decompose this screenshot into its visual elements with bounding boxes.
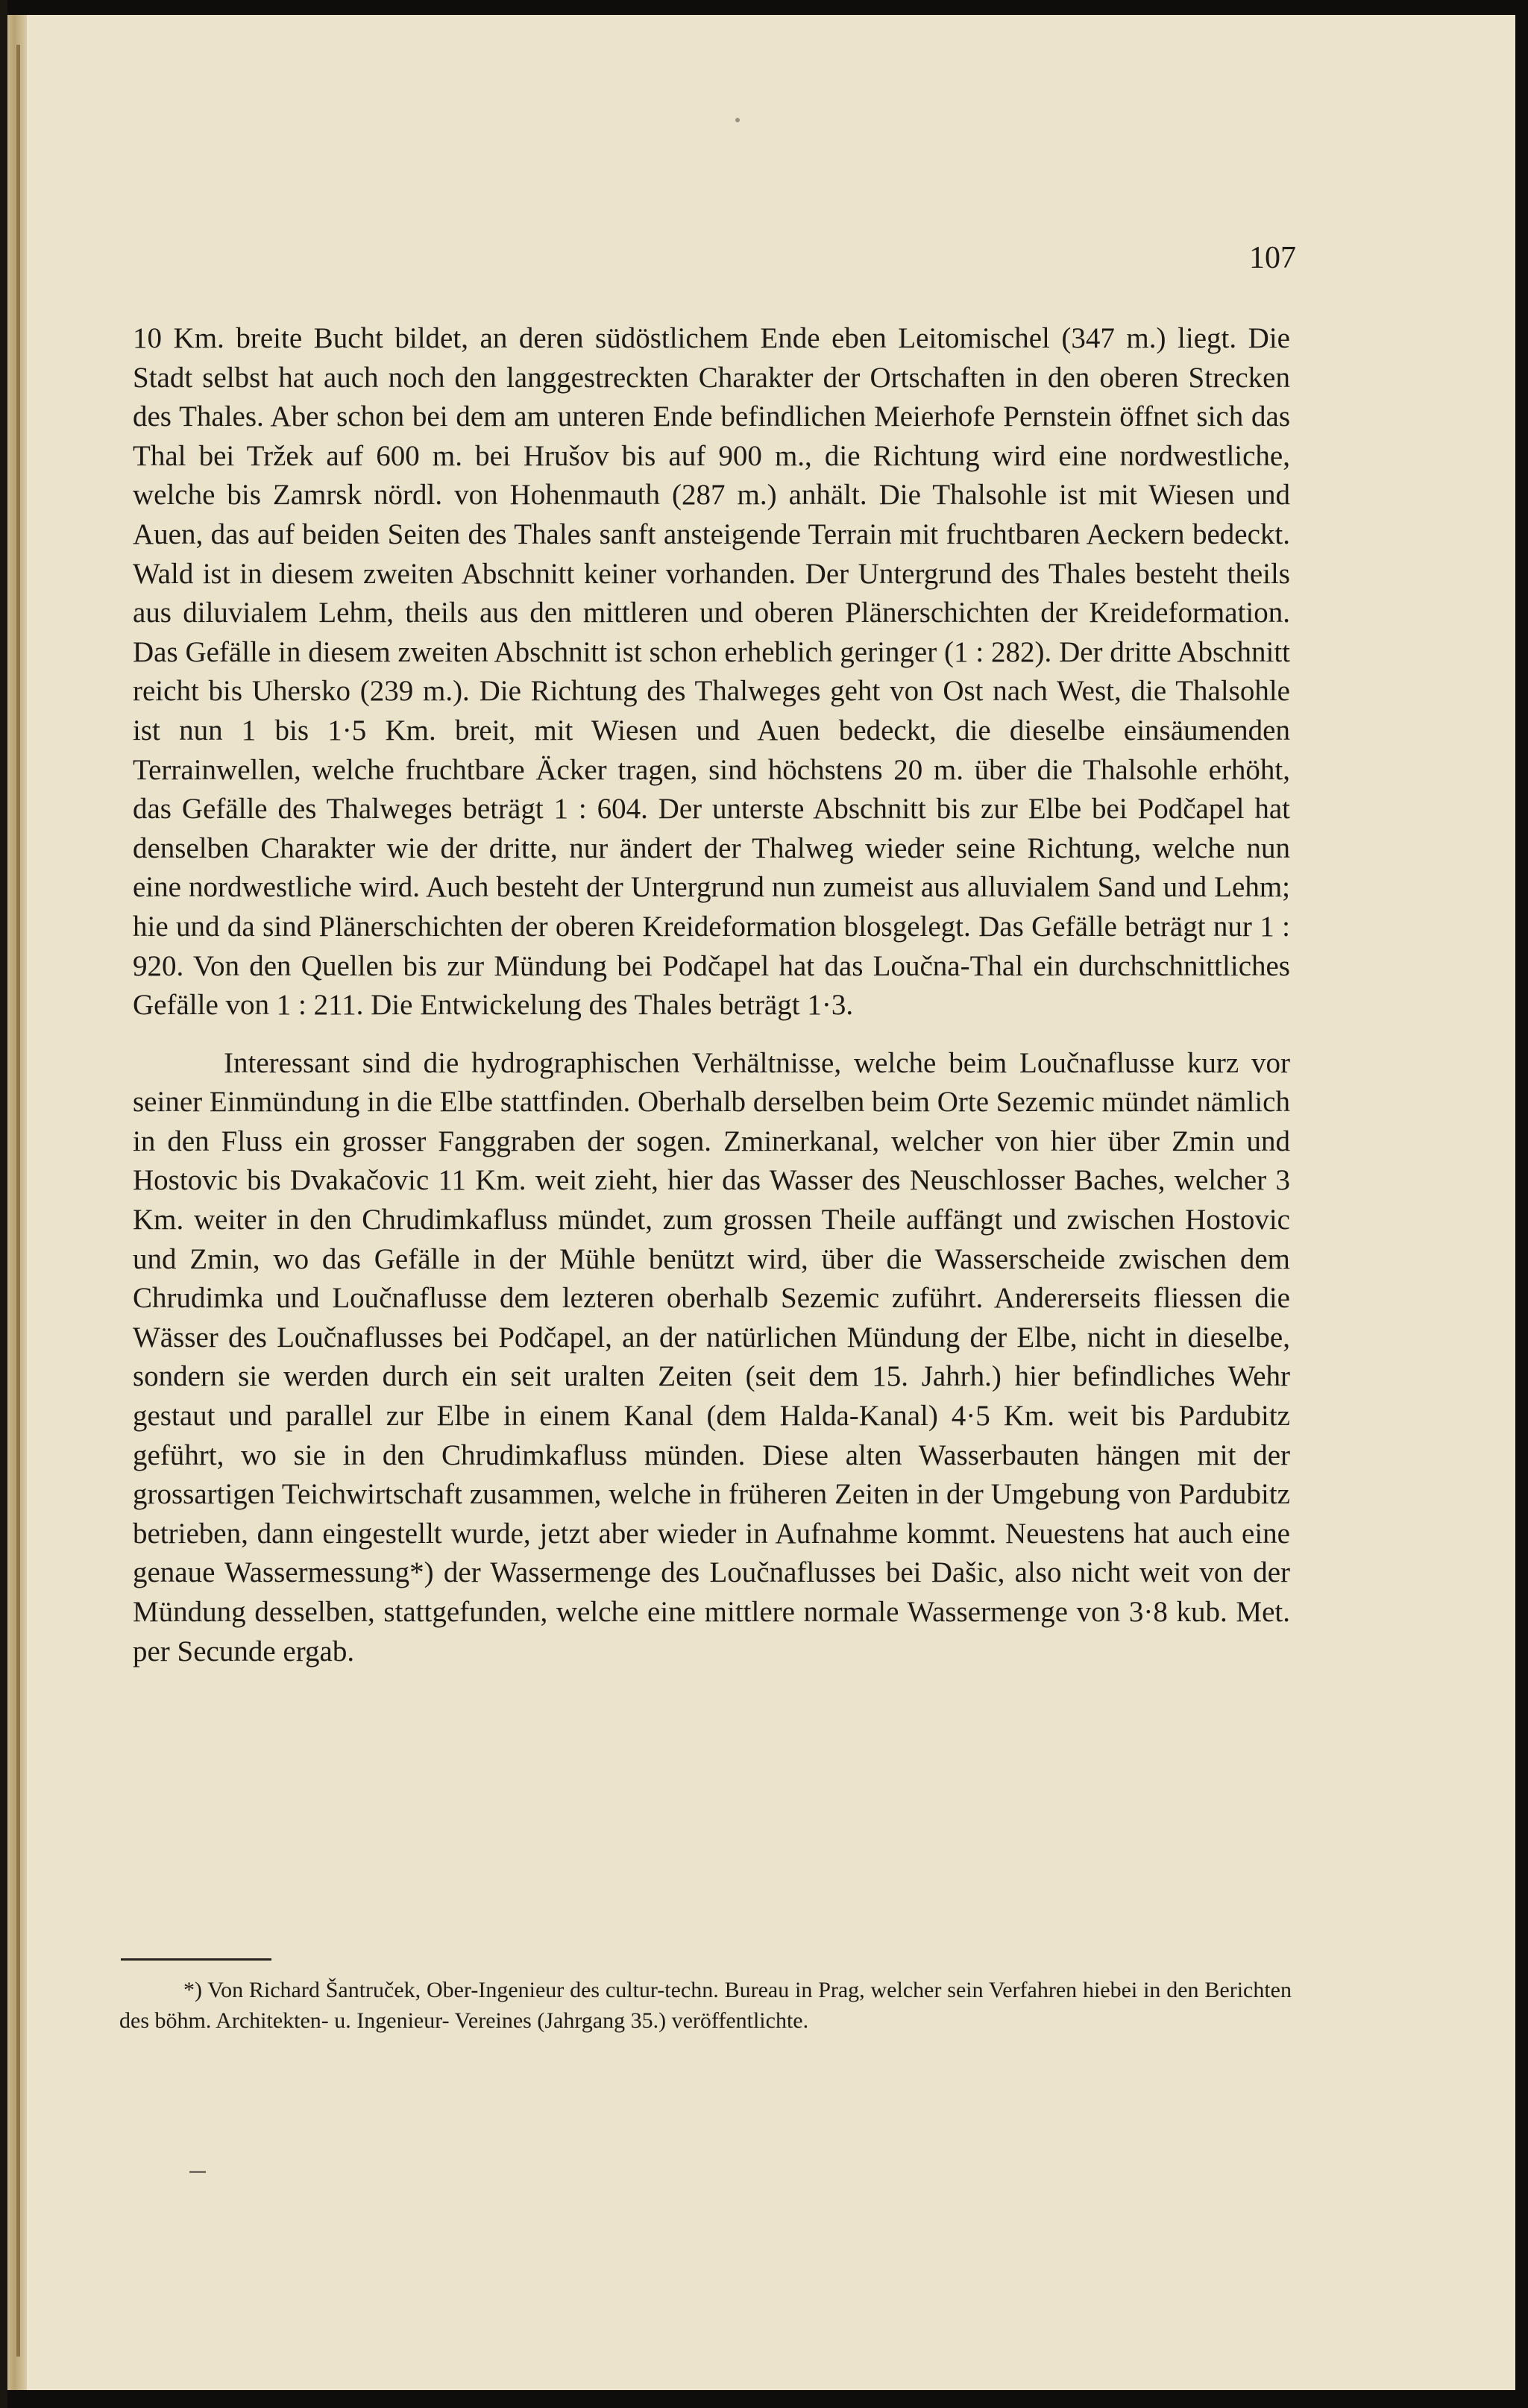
paragraph: Interessant sind die hydrographischen Verhältnisse, welche beim Loučnaflusse kurz vor seiner Einmündung in die Elbe stattfinden. Oberhalb derselben beim Orte Sezemic mündet nämlich in den Fluss ein grosser Fanggraben der sogen. Zminerkanal, welcher von hier über Zmin und Hostovic bis Dvakačovic 11 Km. weit zieht, hier das Wasser des Neuschlosser Baches, welcher 3 Km. weiter in den Chrudimkafluss mündet, zum grossen Theile auffängt und zwischen Hostovic und Zmin, wo das Gefälle in der Mühle benützt wird, über die Wasserscheide zwischen dem Chrudimka und Loučnaflusse dem lezteren oberhalb Sezemic zuführt. Andererseits fliessen die Wässer des Loučnaflusses bei Podčapel, an der natürlichen Mündung der Elbe, nicht in dieselbe, sondern sie werden durch ein seit uralten Zeiten (seit dem 15. Jahrh.) hier befindliches Wehr gestaut und parallel zur Elbe in einem Kanal (dem Halda-Kanal) 4·5 Km. weit bis Pardubitz geführt, wo sie in den Chrudimkafluss münden. Diese alten Wasserbauten hängen mit der grossartigen Teichwirtschaft zusammen, welche in früheren Zeiten in der Umgebung von Pardubitz betrieben, dann eingestellt wurde, jetzt aber wieder in Aufnahme kommt. Neuestens hat auch eine genaue Wassermessung*) der Wassermenge des Loučnaflusses bei Dašic, also nicht weit von der Mündung desselben, stattgefunden, welche eine mittlere normale Wassermenge von 3·8 kub. Met. per Secunde ergab. [133, 1046, 1290, 1667]
scan-border-right [1515, 0, 1528, 2408]
paragraph: 10 Km. breite Bucht bildet, an deren südöstlichem Ende eben Leitomischel (347 m.) liegt. Die Stadt selbst hat auch noch den langgestreckten Charakter der Ortschaften in den oberen Strecken des Thales. Aber schon bei dem am unteren Ende befindlichen Meierhofe Pernstein öffnet sich das Thal bei Tržek auf 600 m. bei Hrušov bis auf 900 m., die Richtung wird eine nordwestliche, welche bis Zamrsk nördl. von Hohenmauth (287 m.) anhält. Die Thalsohle ist mit Wiesen und Auen, das auf beiden Seiten des Thales sanft ansteigende Terrain mit fruchtbaren Aeckern bedeckt. Wald ist in diesem zweiten Abschnitt keiner vorhanden. Der Untergrund des Thales besteht theils aus diluvialem Lehm, theils aus den mittleren und oberen Plänerschichten der Kreideformation. Das Gefälle in diesem zweiten Abschnitt ist schon erheblich geringer (1 : 282). Der dritte Abschnitt reicht bis Uhersko (239 m.). Die Richtung des Thalweges geht von Ost nach West, die Thalsohle ist nun 1 bis 1·5 Km. breit, mit Wiesen und Auen bedeckt, die dieselbe einsäumenden Terrainwellen, welche fruchtbare Äcker tragen, sind höchstens 20 m. über die Thalsohle erhöht, das Gefälle des Thalweges beträgt 1 : 604. Der unterste Abschnitt bis zur Elbe bei Podčapel hat denselben Charakter wie der dritte, nur ändert der Thalweg wieder seine Richtung, welche nun eine nordwestliche wird. Auch besteht der Untergrund nun zumeist aus alluvialem Sand und Lehm; hie und da sind Plänerschichten der oberen Kreideformation blosgelegt. Das Gefälle beträgt nur 1 : 920. Von den Quellen bis zur Mündung bei Podčapel hat das Loučna-Thal ein durchschnittliches Gefälle von 1 : 211. Die Entwickelung des Thales beträgt 1·3. [133, 322, 1290, 1022]
scan-border-top [0, 0, 1528, 15]
scan-speck [735, 118, 740, 122]
scan-border-bottom [0, 2390, 1528, 2408]
footnote: *) Von Richard Šantruček, Ober-Ingenieur des cultur-techn. Bureau in Prag, welcher sein Verfahren hiebei in den Berichten des böhm. Architekten- u. Ingenieur- Vereines (Jahrgang 35.) veröffentlichte. [119, 1978, 1292, 2033]
binding-edge-line [16, 45, 20, 2357]
body-text [133, 319, 1290, 1671]
footnote-divider [121, 1958, 271, 1961]
scan-mark [189, 2171, 206, 2173]
scan-border-left [0, 0, 7, 2408]
page-number: 107 [1249, 241, 1296, 275]
